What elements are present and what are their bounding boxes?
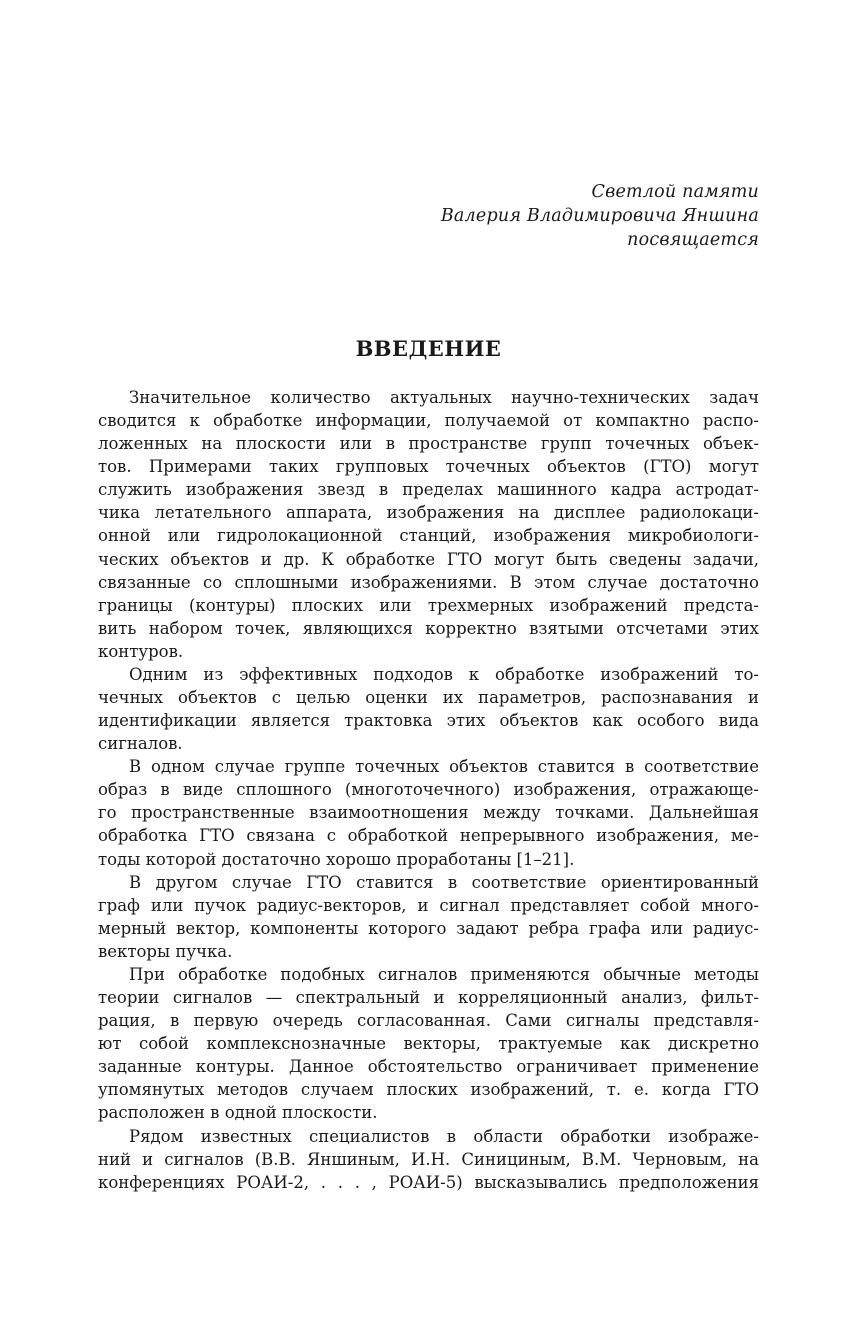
body-text [98, 386, 759, 1194]
text-line: векторы пучка. [98, 941, 233, 961]
text-line: Одним из эффективных подходов к обработке изображений то- [129, 664, 759, 684]
text-line: заданные контуры. Данное обстоятельство ограничивает применение [98, 1057, 759, 1077]
text-line: В одном случае группе точечных объектов ставится в соответствие [129, 757, 759, 777]
text-line: рация, в первую очередь согласованная. Сами сигналы представля- [98, 1011, 759, 1031]
text-line: чика летательного аппарата, изображения на дисплее радиолокаци- [98, 503, 759, 523]
text-line: тов. Примерами таких групповых точечных объектов (ГТО) могут [98, 457, 759, 477]
text-line: сводится к обработке информации, получаемой от компактно распо- [98, 411, 759, 431]
text-line: граф или пучок радиус-векторов, и сигнал представляет собой много- [98, 895, 759, 915]
text-line: При обработке подобных сигналов применяются обычные методы [129, 964, 759, 984]
text-line: мерный вектор, компоненты которого задают ребра графа или радиус- [98, 918, 759, 938]
dedication-line: Светлой памяти [591, 182, 759, 202]
text-line: Значительное количество актуальных научно-технических задач [129, 388, 759, 407]
text-line: ложенных на плоскости или в пространстве групп точечных объек- [98, 434, 759, 454]
text-line: онной или гидролокационной станций, изображения микробиологи- [98, 526, 759, 546]
text-line: ют собой комплекснозначные векторы, трактуемые как дискретно [98, 1034, 759, 1054]
text-line: связанные со сплошными изображениями. В этом случае достаточно [98, 572, 759, 592]
text-line: сигналов. [98, 734, 183, 754]
text-line: вить набором точек, являющихся корректно взятыми отсчетами этих [98, 618, 759, 638]
text-line: В другом случае ГТО ставится в соответствие ориентированный [129, 872, 759, 892]
text-line: Рядом известных специалистов в области обработки изображе- [129, 1126, 759, 1146]
text-line: обработка ГТО связана с обработкой непрерывного изображения, ме- [98, 826, 759, 846]
text-line: идентификации является трактовка этих объектов как особого вида [98, 711, 759, 731]
dedication-line: посвящается [627, 230, 759, 250]
text-line: чечных объектов с целью оценки их параметров, распознавания и [98, 688, 759, 708]
text-line: теории сигналов — спектральный и корреляционный анализ, фильт- [98, 988, 759, 1008]
text-line: тоды которой достаточно хорошо проработаны [1–21]. [98, 849, 575, 869]
text-line: образ в виде сплошного (многоточечного) изображения, отражающе- [98, 780, 759, 800]
text-line: границы (контуры) плоских или трехмерных изображений предста- [98, 595, 759, 615]
text-line: ческих объектов и др. К обработке ГТО могут быть сведены задачи, [98, 549, 759, 569]
text-line: расположен в одной плоскости. [98, 1103, 378, 1123]
dedication-line: Валерия Владимировича Яншина [440, 206, 759, 226]
text-line: служить изображения звезд в пределах машинного кадра астродат- [98, 480, 759, 500]
text-line: конференциях РОАИ-2, . . . , РОАИ-5) высказывались предположения [98, 1172, 759, 1192]
chapter-title: ВВЕДЕНИЕ [355, 336, 502, 361]
text-line: упомянутых методов случаем плоских изображений, т. е. когда ГТО [98, 1080, 759, 1100]
text-line: контуров. [98, 641, 184, 661]
dedication [441, 180, 759, 252]
text-line: ний и сигналов (В.В. Яншиным, И.Н. Синициным, В.М. Черновым, на [98, 1149, 759, 1169]
text-line: го пространственные взаимоотношения между точками. Дальнейшая [98, 803, 759, 823]
